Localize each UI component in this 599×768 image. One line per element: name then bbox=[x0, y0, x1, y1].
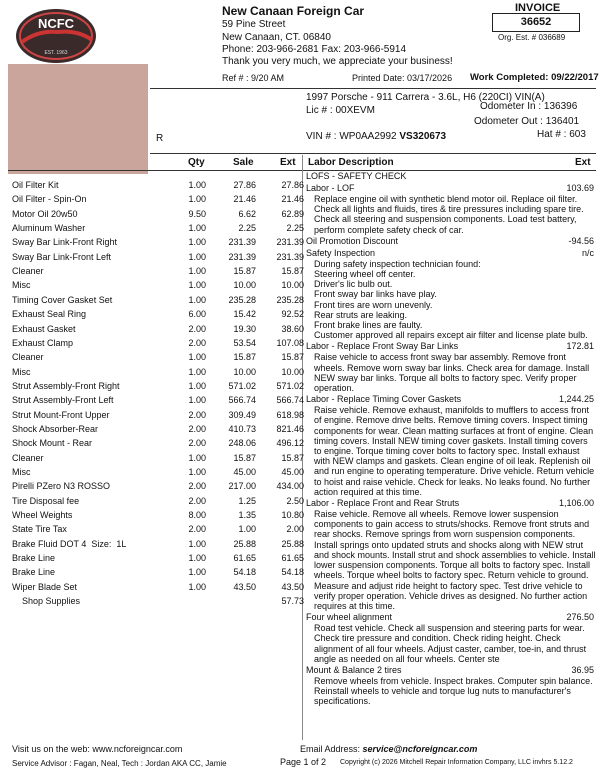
part-ext: 25.88 bbox=[281, 538, 304, 549]
part-sale: 6.62 bbox=[238, 208, 256, 219]
parts-row bbox=[12, 479, 304, 493]
part-desc: Exhaust Gasket bbox=[12, 323, 76, 334]
part-ext: 27.86 bbox=[281, 180, 304, 190]
part-sale: 231.39 bbox=[228, 251, 256, 262]
part-ext: 231.39 bbox=[276, 237, 304, 248]
part-ext: 434.00 bbox=[276, 481, 304, 492]
shop-address1: 59 Pine Street bbox=[222, 19, 286, 30]
footer-page: Page 1 of 2 bbox=[280, 757, 327, 767]
part-desc: Misc bbox=[12, 467, 31, 477]
labor-item-header bbox=[306, 183, 596, 194]
part-desc: Tire Disposal fee bbox=[12, 495, 80, 506]
part-ext: 10.00 bbox=[281, 280, 304, 291]
part-desc: Wheel Weights bbox=[12, 510, 73, 521]
part-ext: 62.89 bbox=[281, 208, 304, 219]
ref-number: Ref # : 9/20 AM bbox=[222, 73, 285, 83]
footer-web: Visit us on the web: www.ncforeigncar.com bbox=[12, 744, 183, 754]
col-labor-desc: Labor Description bbox=[308, 157, 394, 168]
part-ext: 15.87 bbox=[281, 266, 304, 277]
part-ext: 21.46 bbox=[281, 194, 304, 205]
parts-row bbox=[12, 250, 304, 264]
labor-amount: 276.50 bbox=[566, 612, 594, 623]
parts-row bbox=[12, 293, 304, 307]
part-sale: 27.86 bbox=[233, 180, 256, 190]
parts-row bbox=[12, 508, 304, 522]
part-desc: Strut Assembly-Front Left bbox=[12, 395, 114, 406]
parts-row bbox=[12, 192, 304, 206]
parts-row bbox=[12, 278, 304, 292]
part-ext: 571.02 bbox=[276, 380, 304, 391]
labor-item bbox=[306, 248, 596, 341]
labor-item bbox=[306, 341, 596, 393]
logo-sub: EST. 1963 bbox=[44, 50, 68, 56]
part-qty: 1.00 bbox=[188, 280, 206, 291]
part-sale: 15.87 bbox=[233, 352, 256, 363]
part-sale: 43.50 bbox=[233, 581, 256, 592]
part-qty: 1.00 bbox=[188, 538, 206, 549]
part-qty: 1.00 bbox=[188, 452, 206, 463]
labor-title: Oil Promotion Discount bbox=[306, 235, 399, 246]
labor-body: Road test vehicle. Check all suspension and steering parts for wear. Check tire pressure and condition. Check riding height. Check alignment of all four wheels. Adjust caster, camber, toe-in, and thrust angle as needed on all four wheels. Center ste bbox=[314, 623, 587, 664]
part-sale: 19.30 bbox=[233, 323, 256, 334]
parts-row bbox=[12, 580, 304, 594]
part-sale: 53.54 bbox=[233, 337, 256, 348]
parts-row bbox=[12, 221, 304, 235]
part-desc: Sway Bar Link-Front Left bbox=[12, 251, 112, 262]
labor-body: Raise vehicle. Remove all wheels. Remove lower suspension components to gain access to struts/shocks. Remove front struts and rear shocks. Remove springs from worn suspension components. Install springs onto updated struts and shocks along with NEW strut and shock mounts. Install strut and shock assemblies to vehicle. Install lower suspension components. Torque all bolts to factory spec. Install wheels. Torque wheel bolts to factory spec. Return vehicle to ground. Measure and adjust ride height to factory spec. Test drive vehicle to verify proper operation. Vehicle drives as designed. No further action requires at this time. bbox=[314, 509, 596, 611]
part-desc: Exhaust Clamp bbox=[12, 337, 74, 348]
part-qty: 1.00 bbox=[188, 194, 206, 205]
part-sale: 45.00 bbox=[233, 467, 256, 477]
parts-row bbox=[12, 365, 304, 379]
col-ext2: Ext bbox=[575, 157, 591, 168]
part-ext: 566.74 bbox=[276, 395, 304, 406]
parts-row bbox=[12, 207, 304, 221]
part-ext: 821.46 bbox=[276, 423, 304, 434]
labor-item bbox=[306, 236, 596, 247]
columns-top-rule bbox=[150, 153, 596, 154]
labor-title: Labor - Replace Timing Cover Gaskets bbox=[306, 394, 462, 405]
part-desc: Strut Mount-Front Upper bbox=[12, 409, 110, 420]
parts-row bbox=[12, 436, 304, 450]
email-label: Email Address: bbox=[300, 744, 363, 754]
labor-amount: 172.81 bbox=[566, 341, 594, 352]
parts-row bbox=[12, 422, 304, 436]
work-completed: Work Completed: 09/22/2017 bbox=[470, 72, 599, 83]
part-desc: State Tire Tax bbox=[12, 524, 67, 535]
labor-amount: -94.56 bbox=[568, 235, 594, 246]
part-qty: 2.00 bbox=[188, 423, 206, 434]
part-desc: Shock Mount - Rear bbox=[12, 438, 93, 449]
parts-row bbox=[12, 594, 304, 608]
part-desc: Cleaner bbox=[12, 266, 44, 277]
part-desc: Timing Cover Gasket Set bbox=[12, 294, 113, 305]
labor-item bbox=[306, 665, 596, 707]
shop-address2: New Canaan, CT. 06840 bbox=[222, 32, 331, 43]
part-sale: 15.87 bbox=[233, 452, 256, 463]
labor-item bbox=[306, 612, 596, 664]
labor-title: Labor - Replace Front and Rear Struts bbox=[306, 498, 460, 509]
part-sale: 54.18 bbox=[233, 567, 256, 578]
part-sale: 217.00 bbox=[228, 481, 256, 492]
part-qty: 8.00 bbox=[188, 510, 206, 521]
part-sale: 1.25 bbox=[238, 495, 256, 506]
part-ext: 43.50 bbox=[281, 581, 304, 592]
labor-amount: n/c bbox=[581, 247, 594, 258]
parts-row bbox=[12, 494, 304, 508]
part-sale: 1.35 bbox=[238, 510, 256, 521]
part-sale: 410.73 bbox=[228, 423, 256, 434]
part-desc: Wiper Blade Set bbox=[12, 581, 78, 592]
labor-item bbox=[306, 394, 596, 497]
part-desc: Exhaust Seal Ring bbox=[12, 309, 87, 320]
part-qty: 1.00 bbox=[188, 467, 206, 477]
part-ext: 618.98 bbox=[276, 409, 304, 420]
part-desc: Pirelli PZero N3 ROSSO bbox=[12, 481, 111, 492]
part-ext: 61.65 bbox=[281, 553, 304, 564]
part-sale: 2.25 bbox=[238, 223, 256, 234]
odometer-in: Odometer In : 136396 bbox=[480, 101, 578, 112]
vin-bold: VS320673 bbox=[399, 131, 447, 142]
parts-row bbox=[12, 408, 304, 422]
labor-item bbox=[306, 498, 596, 611]
parts-row bbox=[12, 537, 304, 551]
labor-body: Remove wheels from vehicle. Inspect brakes. Computer spin balance. Reinstall wheels to vehicle and torque lug nuts to manufacturer's specifications. bbox=[314, 675, 593, 707]
parts-row bbox=[12, 379, 304, 393]
parts-row bbox=[12, 465, 304, 479]
labor-amount: 1,244.25 bbox=[558, 394, 594, 405]
parts-row bbox=[12, 264, 304, 278]
part-sale: 571.02 bbox=[228, 380, 256, 391]
parts-row bbox=[12, 350, 304, 364]
part-qty: 1.00 bbox=[188, 366, 206, 377]
part-qty: 2.00 bbox=[188, 438, 206, 449]
part-desc: Brake Fluid DOT 4 Size: 1L bbox=[12, 538, 127, 549]
shop-phone: Phone: 203-966-2681 Fax: 203-966-5914 bbox=[222, 44, 407, 55]
vehicle-desc: 1997 Porsche - 911 Carrera - 3.6L, H6 (220CI) VIN(A) bbox=[306, 92, 545, 103]
odometer-out: Odometer Out : 136401 bbox=[474, 116, 580, 127]
part-desc: Misc bbox=[12, 366, 31, 377]
parts-row bbox=[12, 322, 304, 336]
labor-title: Labor - LOF bbox=[306, 183, 355, 193]
part-desc: Misc bbox=[12, 280, 31, 291]
part-desc: Motor Oil 20w50 bbox=[12, 208, 78, 219]
labor-amount: 36.95 bbox=[571, 664, 594, 675]
labor-list bbox=[306, 171, 596, 708]
part-sale: 231.39 bbox=[228, 237, 256, 248]
vin bbox=[306, 131, 446, 142]
part-ext: 235.28 bbox=[276, 294, 304, 305]
part-qty: 9.50 bbox=[188, 208, 206, 219]
labor-title: Safety Inspection bbox=[306, 247, 376, 258]
part-ext: 107.08 bbox=[276, 337, 304, 348]
part-qty: 1.00 bbox=[188, 180, 206, 190]
org-est: Org. Est. # 036689 bbox=[498, 33, 566, 42]
labor-amount: 1,106.00 bbox=[558, 498, 594, 509]
part-qty: 1.00 bbox=[188, 266, 206, 277]
part-ext: 54.18 bbox=[281, 567, 304, 578]
part-desc: Brake Line bbox=[12, 553, 56, 564]
labor-title: LOFS - SAFETY CHECK bbox=[306, 171, 407, 181]
part-desc: Oil Filter Kit bbox=[12, 180, 59, 190]
part-sale: 235.28 bbox=[228, 294, 256, 305]
labor-item-header bbox=[306, 248, 596, 259]
footer-copyright: Copyright (c) 2026 Mitchell Repair Information Company, LLC invhrs 5.12.2 bbox=[340, 759, 573, 766]
labor-item-header bbox=[306, 171, 596, 182]
part-qty: 2.00 bbox=[188, 323, 206, 334]
part-desc: Cleaner bbox=[12, 452, 44, 463]
part-qty: 1.00 bbox=[188, 223, 206, 234]
part-qty: 1.00 bbox=[188, 553, 206, 564]
parts-row bbox=[12, 551, 304, 565]
shop-thanks: Thank you very much, we appreciate your business! bbox=[222, 56, 453, 67]
part-desc: Brake Line bbox=[12, 567, 56, 578]
part-qty: 1.00 bbox=[188, 352, 206, 363]
part-ext: 2.00 bbox=[286, 524, 304, 535]
invoice-label: INVOICE bbox=[515, 2, 561, 14]
vin-prefix: VIN # : WP0AA2992 bbox=[306, 131, 400, 142]
labor-item bbox=[306, 171, 596, 182]
logo-text: NCFC bbox=[37, 16, 75, 31]
part-ext: 231.39 bbox=[276, 251, 304, 262]
part-sale: 10.00 bbox=[233, 366, 256, 377]
labor-title: Mount & Balance 2 tires bbox=[306, 664, 402, 675]
labor-item bbox=[306, 183, 596, 235]
part-ext: 2.50 bbox=[286, 495, 304, 506]
labor-title: Four wheel alignment bbox=[306, 612, 393, 623]
part-desc: Strut Assembly-Front Right bbox=[12, 380, 120, 391]
part-qty: 1.00 bbox=[188, 581, 206, 592]
labor-item-header bbox=[306, 236, 596, 247]
labor-body: Raise vehicle. Remove exhaust, manifolds to mufflers to access front of engine. Remove drive belts. Remove timing covers. Inspect timing components for wear. Clean matting surfaces at front of engine. Clean timing covers. Install NEW timing cover gaskets. Install timing covers to engine. Torque timing cover bolts to factory spec. Install exhaust with NEW clamps and gaskets. Clean engine of oil leak. Replenish oil and run engine to operating temperature. Drive vehicle. Return vehicle to hoist and raise vehicle. Check for leaks. No leaks found. No further action required at this time. bbox=[314, 405, 595, 497]
part-ext: 57.73 bbox=[281, 596, 304, 607]
labor-amount: 103.69 bbox=[566, 183, 594, 193]
shop-name: New Canaan Foreign Car bbox=[222, 4, 365, 18]
part-qty: 2.00 bbox=[188, 524, 206, 535]
part-qty: 1.00 bbox=[188, 251, 206, 262]
part-sale: 1.00 bbox=[238, 524, 256, 535]
part-ext: 15.87 bbox=[281, 452, 304, 463]
labor-body: During safety inspection technician found: Steering wheel off center. Driver's lic bulb out. Front sway bar links have play. Front tires are worn unevenly. Rear struts are leaking. Front brake lines are faulty. Customer approved all repairs except air filter and license plate bulb. bbox=[314, 258, 588, 341]
part-qty: 1.00 bbox=[188, 380, 206, 391]
part-sale: 309.49 bbox=[228, 409, 256, 420]
part-desc: Oil Filter - Spin-On bbox=[12, 194, 87, 205]
footer-advisor: Service Advisor : Fagan, Neal, Tech : Jordan AKA CC, Jamie bbox=[12, 759, 227, 768]
customer-info-redacted bbox=[8, 64, 148, 174]
shop-logo bbox=[8, 6, 104, 66]
parts-row bbox=[12, 522, 304, 536]
part-sale: 21.46 bbox=[233, 194, 256, 205]
email-address[interactable]: service@ncforeigncar.com bbox=[362, 744, 478, 754]
footer-email bbox=[300, 744, 477, 754]
part-qty: 1.00 bbox=[188, 567, 206, 578]
part-desc: Cleaner bbox=[12, 352, 44, 363]
parts-row bbox=[12, 235, 304, 249]
part-ext: 10.80 bbox=[281, 510, 304, 521]
license: Lic # : 00XEVM bbox=[306, 105, 375, 116]
printed-date: Printed Date: 03/17/2026 bbox=[352, 73, 453, 83]
part-ext: 15.87 bbox=[281, 352, 304, 363]
labor-item-header bbox=[306, 612, 596, 623]
customer-r: R bbox=[156, 133, 164, 144]
labor-item-header bbox=[306, 498, 596, 509]
hat-number: Hat # : 603 bbox=[537, 129, 586, 140]
part-sale: 566.74 bbox=[228, 395, 256, 406]
header-divider bbox=[150, 88, 596, 89]
parts-row bbox=[12, 307, 304, 321]
part-qty: 2.00 bbox=[188, 409, 206, 420]
part-sale: 61.65 bbox=[233, 553, 256, 564]
invoice-number: 36652 bbox=[492, 13, 580, 32]
parts-row bbox=[12, 336, 304, 350]
parts-row bbox=[12, 178, 304, 192]
part-sale: 15.42 bbox=[233, 309, 256, 320]
parts-row bbox=[12, 451, 304, 465]
part-sale: 25.88 bbox=[233, 538, 256, 549]
parts-row bbox=[12, 393, 304, 407]
part-sale: 248.06 bbox=[228, 438, 256, 449]
part-qty: 6.00 bbox=[188, 309, 206, 320]
labor-body: Raise vehicle to access front sway bar assembly. Remove front wheels. Remove worn sway bar links. Check area for damage. Install NEW sway bar links. Torque all bolts to factory spec. Verify proper operation. bbox=[314, 352, 590, 394]
part-desc: Aluminum Washer bbox=[12, 223, 86, 234]
part-sale: 10.00 bbox=[233, 280, 256, 291]
part-ext: 10.00 bbox=[281, 366, 304, 377]
parts-row bbox=[12, 565, 304, 579]
part-ext: 92.52 bbox=[281, 309, 304, 320]
part-ext: 496.12 bbox=[276, 438, 304, 449]
part-desc: Shop Supplies bbox=[12, 596, 81, 607]
part-qty: 2.00 bbox=[188, 495, 206, 506]
part-desc: Shock Absorber-Rear bbox=[12, 423, 99, 434]
part-ext: 45.00 bbox=[281, 467, 304, 477]
part-desc: Sway Bar Link-Front Right bbox=[12, 237, 118, 248]
labor-item-header bbox=[306, 341, 596, 352]
part-ext: 38.60 bbox=[281, 323, 304, 334]
labor-item-header bbox=[306, 394, 596, 405]
labor-title: Labor - Replace Front Sway Bar Links bbox=[306, 341, 459, 352]
col-sale: Sale bbox=[233, 157, 254, 168]
col-qty: Qty bbox=[188, 157, 205, 168]
labor-item-header bbox=[306, 665, 596, 676]
part-qty: 2.00 bbox=[188, 337, 206, 348]
part-ext: 2.25 bbox=[286, 223, 304, 234]
col-ext: Ext bbox=[280, 157, 296, 168]
part-qty: 1.00 bbox=[188, 294, 206, 305]
labor-body: Replace engine oil with synthetic blend motor oil. Replace oil filter. Check all lights and fluids, tires & tire pressures including spare tire. Check all steering and suspension components. Load test battery, perform complete safety check of car. bbox=[314, 194, 584, 235]
part-qty: 1.00 bbox=[188, 395, 206, 406]
part-sale: 15.87 bbox=[233, 266, 256, 277]
part-qty: 2.00 bbox=[188, 481, 206, 492]
part-qty: 1.00 bbox=[188, 237, 206, 248]
